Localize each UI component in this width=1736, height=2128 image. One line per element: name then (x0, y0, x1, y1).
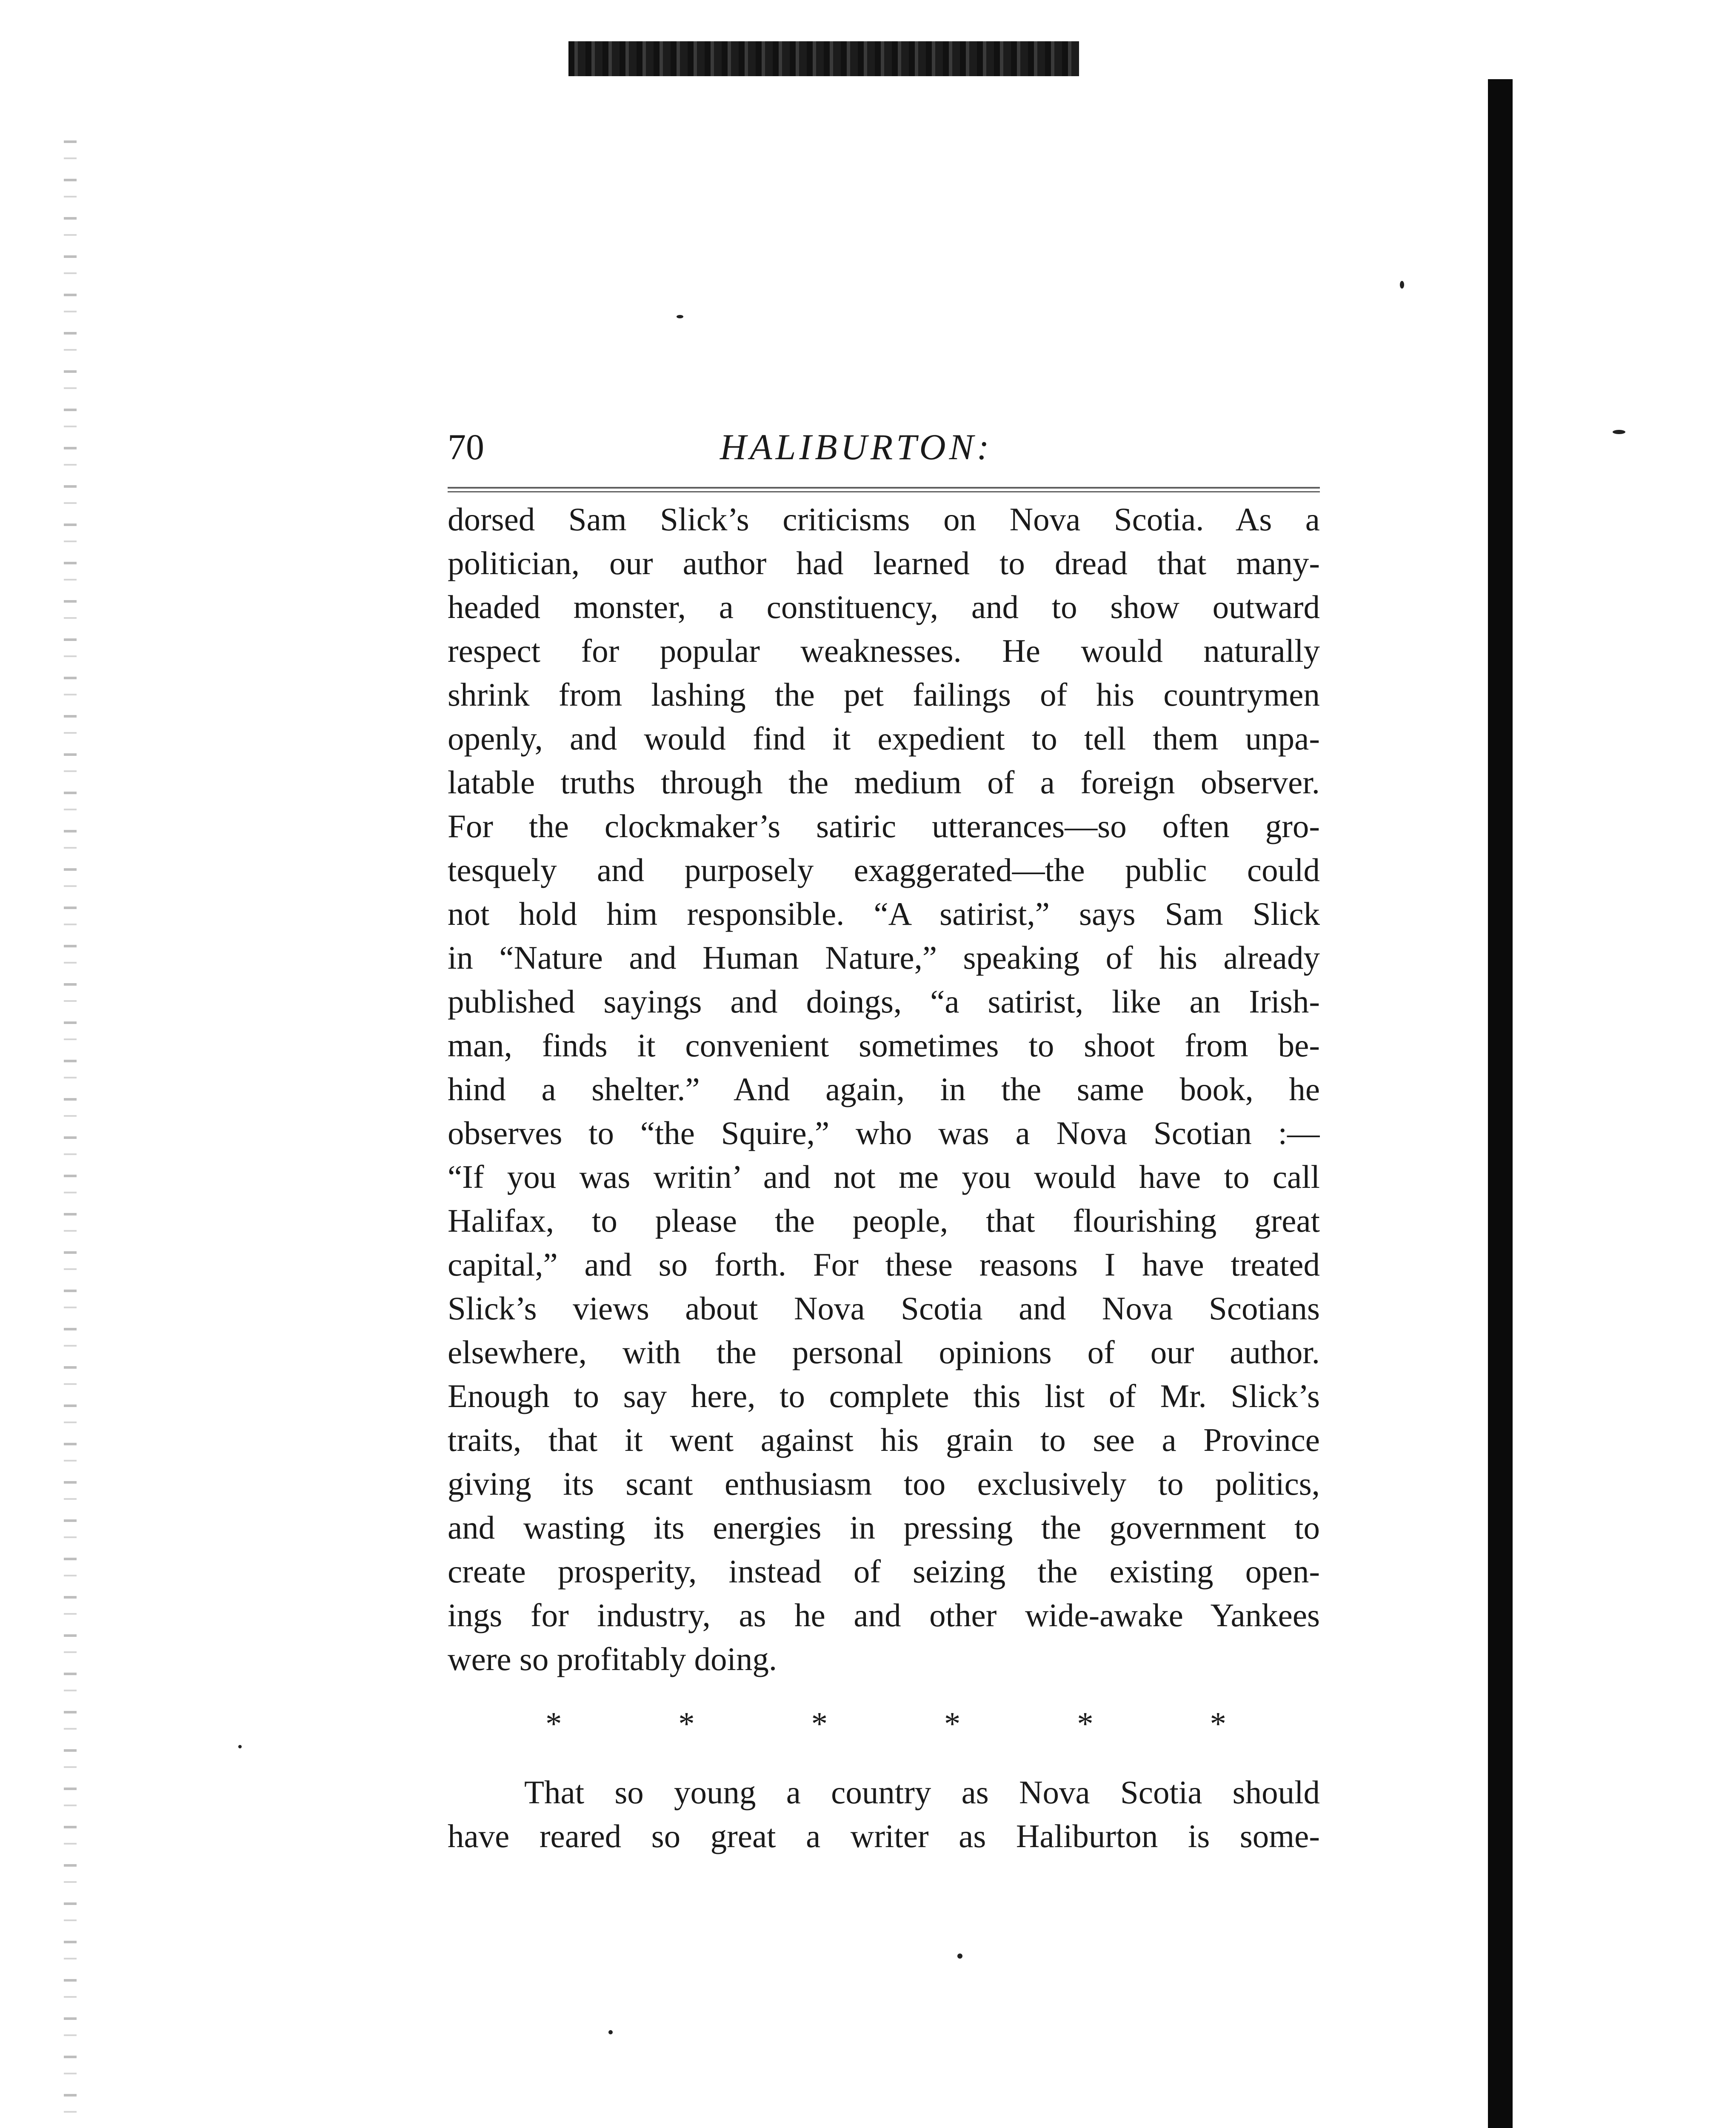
asterisk: * (1210, 1705, 1226, 1742)
text-line: Slick’s views about Nova Scotia and Nova Scotians (448, 1290, 1320, 1327)
text-line: giving its scant enthusiasm too exclusively to politics, (448, 1465, 1320, 1502)
text-line: For the clockmaker’s satiric utterances—so often gro- (448, 808, 1320, 844)
text-line: create prosperity, instead of seizing the existing open- (448, 1553, 1320, 1590)
speck (1613, 430, 1625, 434)
text-line: ings for industry, as he and other wide-awake Yankees (448, 1597, 1320, 1633)
text-line: published sayings and doings, “a satirist, like an Irish- (448, 983, 1320, 1020)
text-line: have reared so great a writer as Haliburton is some- (448, 1818, 1320, 1854)
paragraph-1 (448, 498, 1320, 1681)
asterisk: * (1077, 1705, 1094, 1742)
text-line: and wasting its energies in pressing the government to (448, 1509, 1320, 1546)
text-line: headed monster, a constituency, and to show outward (448, 589, 1320, 625)
text-line: dorsed Sam Slick’s criticisms on Nova Scotia. As a (448, 501, 1320, 538)
speck (957, 1954, 962, 1959)
text-line: That so young a country as Nova Scotia should (524, 1774, 1320, 1811)
asterisk: * (944, 1705, 961, 1742)
text-line: in “Nature and Human Nature,” speaking of his already (448, 939, 1320, 976)
scan-artifact-left-edge (64, 140, 77, 2128)
scan-artifact-top-bar (568, 41, 1079, 76)
text-line: hind a shelter.” And again, in the same book, he (448, 1071, 1320, 1107)
text-line: were so profitably doing. (448, 1641, 777, 1677)
text-line: Halifax, to please the people, that flourishing great (448, 1202, 1320, 1239)
text-line: politician, our author had learned to dread that many- (448, 545, 1320, 581)
running-head: HALIBURTON: (720, 426, 993, 467)
text-line: latable truths through the medium of a foreign observer. (448, 764, 1320, 801)
text-line: elsewhere, with the personal opinions of our author. (448, 1334, 1320, 1370)
page-number: 70 (448, 426, 484, 467)
text-line: capital,” and so forth. For these reasons I have treated (448, 1246, 1320, 1283)
text-line: Enough to say here, to complete this list of Mr. Slick’s (448, 1378, 1320, 1414)
speck (1400, 281, 1404, 289)
document-page (448, 421, 1320, 1858)
text-line: observes to “the Squire,” who was a Nova Scotian :— (448, 1115, 1320, 1151)
text-line: not hold him responsible. “A satirist,” says Sam Slick (448, 895, 1320, 932)
text-line: respect for popular weaknesses. He would naturally (448, 632, 1320, 669)
speck (238, 1745, 242, 1748)
asterisk: * (811, 1705, 828, 1742)
scan-artifact-right-border (1488, 79, 1513, 2128)
text-line: “If you was writin’ and not me you would have to call (448, 1158, 1320, 1195)
text-line: man, finds it convenient sometimes to shoot from be- (448, 1027, 1320, 1064)
paragraph-2 (448, 1770, 1320, 1858)
header-rule (448, 487, 1320, 492)
text-line: openly, and would find it expedient to tell them unpa- (448, 720, 1320, 757)
page-header (448, 421, 1320, 481)
text-line: tesquely and purposely exaggerated—the public could (448, 852, 1320, 888)
section-separator (545, 1702, 1226, 1745)
speck (677, 315, 683, 318)
speck (608, 2030, 613, 2034)
text-line: traits, that it went against his grain to see a Province (448, 1422, 1320, 1458)
text-line: shrink from lashing the pet failings of his countrymen (448, 676, 1320, 713)
asterisk: * (545, 1705, 562, 1742)
asterisk: * (678, 1705, 695, 1742)
